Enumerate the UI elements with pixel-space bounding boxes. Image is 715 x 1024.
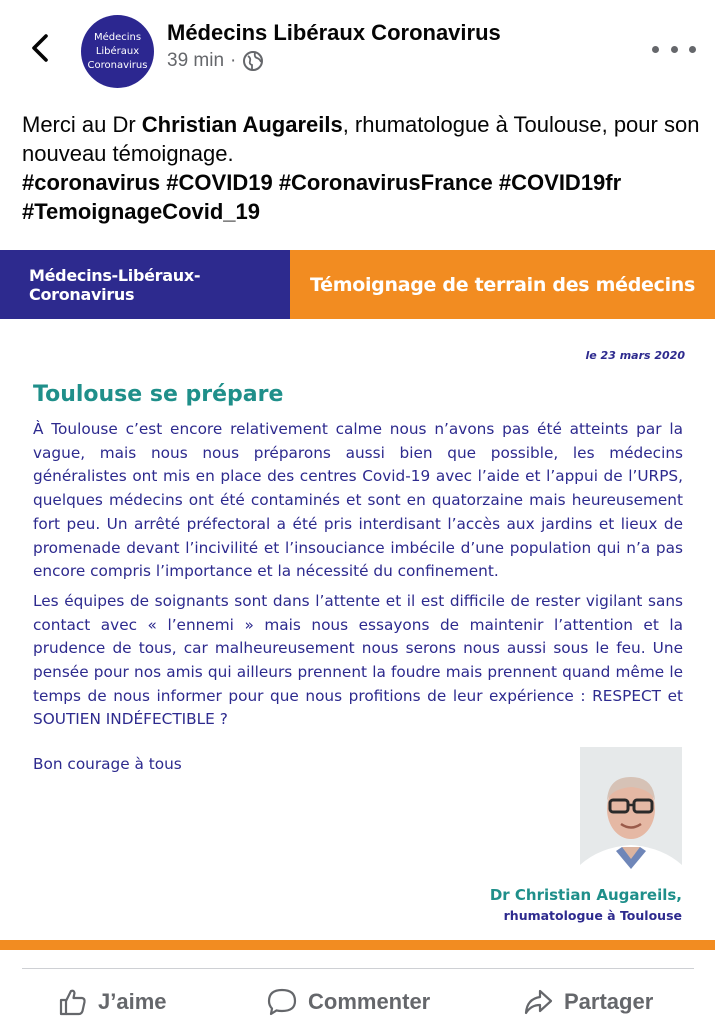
post-header	[0, 0, 715, 100]
share-label: Partager	[564, 989, 654, 1014]
page-name[interactable]: Médecins Libéraux Coronavirus	[167, 20, 501, 45]
image-bottom-bar	[0, 940, 715, 950]
photo-caption-role: rhumatologue à Toulouse	[503, 908, 682, 923]
article-body	[33, 418, 683, 738]
avatar-line: Médecins	[93, 31, 142, 43]
banner-right: Témoignage de terrain des médecins	[290, 250, 715, 319]
post-time[interactable]: 39 min	[167, 50, 225, 71]
post-text	[22, 110, 702, 226]
action-bar	[0, 975, 715, 1024]
like-label: J’aime	[98, 989, 167, 1014]
chevron-left-icon	[30, 33, 50, 63]
post-author-mention: Christian Augareils	[141, 112, 343, 137]
avatar-line: Libéraux	[95, 45, 140, 57]
thumbs-up-icon	[58, 987, 88, 1017]
post-text-suffix: , rhumatologue à Toulouse, pour son nouveau témoignage.	[22, 112, 700, 166]
post-text-prefix: Merci au Dr	[22, 112, 142, 137]
hashtag[interactable]: #coronavirus	[22, 170, 161, 195]
comment-bubble-icon	[266, 987, 298, 1017]
page-avatar[interactable]	[81, 15, 154, 88]
article-title: Toulouse se prépare	[33, 382, 284, 407]
photo-caption-name: Dr Christian Augareils,	[489, 886, 682, 904]
more-horizontal-icon	[652, 46, 659, 53]
actions-divider	[22, 968, 694, 969]
banner-left: Médecins-Libéraux-Coronavirus	[0, 250, 290, 319]
hashtag[interactable]: #CoronavirusFrance	[278, 170, 493, 195]
article-closing: Bon courage à tous	[33, 755, 182, 773]
post-meta	[167, 50, 264, 72]
hashtag[interactable]: #COVID19fr	[498, 170, 622, 195]
meta-separator: ·	[230, 50, 237, 71]
article-date: le 23 mars 2020	[585, 349, 685, 362]
share-button[interactable]	[522, 987, 653, 1017]
comment-button[interactable]	[266, 987, 430, 1017]
share-arrow-icon	[522, 987, 554, 1017]
hashtag[interactable]: #COVID19	[166, 170, 273, 195]
article-paragraph: À Toulouse c’est encore relativement calme nous n’avons pas été atteints par la vague, mais nous nous préparons aussi bien que possible, les médecins généralistes ont mis en place des centres Covid-19 avec l’aide et l’appui de l’URPS, quelques médecins ont été contaminés et sont en quatorzaine mais heureusement fort peu. Un arrêté préfectoral a été pris interdisant l’accès aux jardins et lieux de promenade devant l’incivilité et l’insouciance imbécile d’une population qui n’a pas encore compris l’importance et la nécessité du confinement.	[33, 420, 683, 581]
comment-label: Commenter	[308, 989, 431, 1014]
more-options-button[interactable]	[652, 34, 696, 64]
hashtag[interactable]: #TemoignageCovid_19	[22, 199, 260, 224]
back-button[interactable]	[22, 28, 58, 68]
post-image[interactable]	[0, 319, 715, 951]
like-button[interactable]	[58, 987, 167, 1017]
globe-icon	[242, 50, 264, 72]
article-paragraph: Les équipes de soignants sont dans l’attente et il est difficile de rester vigilant sans contact avec « l’ennemi » mais nous essayons de maintenir l’attention et la prudence de tous, car malheureusement nous serons nous aussi sous le feu. Une pensée pour nos amis qui ailleurs prennent la foudre mais prennent quand même le temps de nous informer pour que nous profitions de leur expérience : RESPECT et SOUTIEN INDÉFECTIBLE ?	[33, 591, 683, 729]
author-photo	[580, 747, 682, 884]
image-banner	[0, 250, 715, 319]
avatar-line: Coronavirus	[87, 59, 148, 71]
